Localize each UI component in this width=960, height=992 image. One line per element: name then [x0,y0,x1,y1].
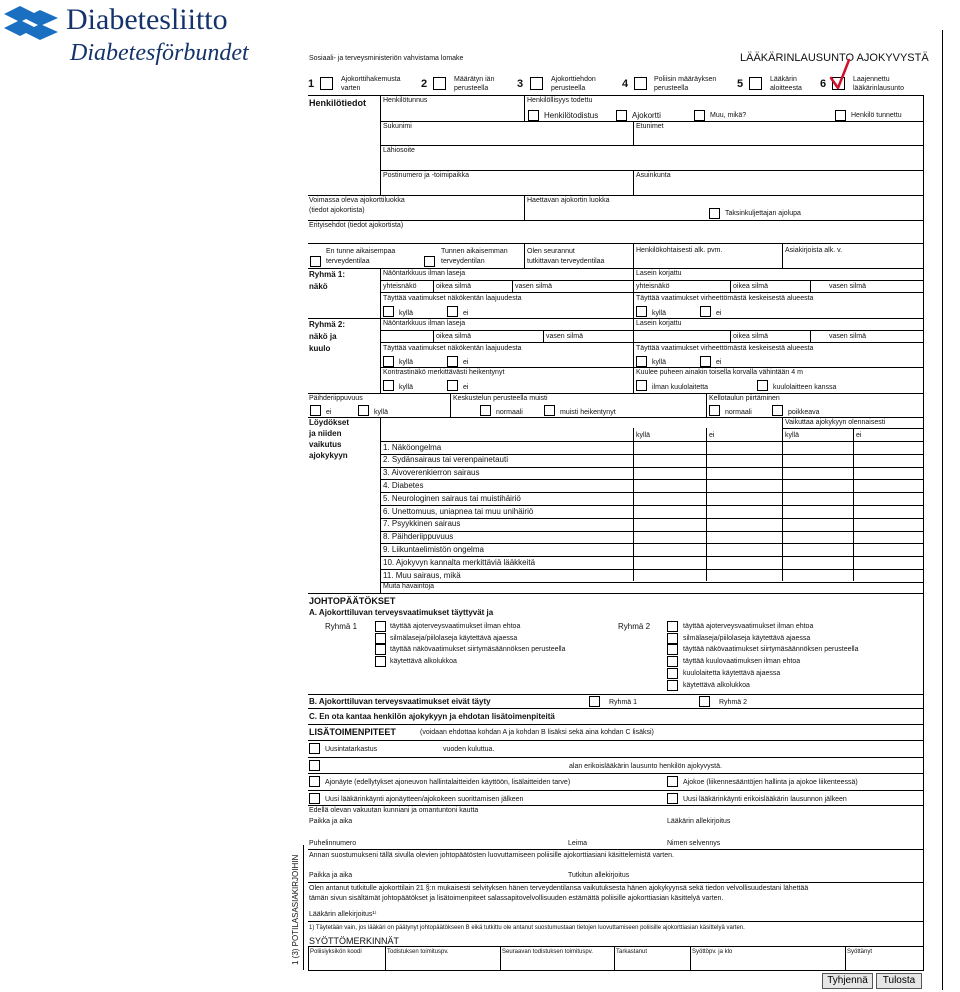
field-label: Näöntarkkuus ilman laseja [383,270,466,277]
footnote: 1) Täytetään vain, jos lääkäri on päätynyt johtopäätökseen B eikä tutkittu ole antanut suostumustaan tietojen luovuttamiseen poliisille ajokorttiasian käsittelyä varten. [309,925,745,931]
option-label: ei [463,384,469,391]
field-label: tämän sivun sisältämät johtopäätökset ja lisätoimenpiteet salassapitovelvollisuuden estämättä poliisille ajokorttiasian käsittelyä varten. [309,895,724,902]
purpose-label: perusteella [454,85,489,92]
purpose-number: 5 [737,78,744,90]
group-label: Ryhmä 2: [309,320,346,329]
section-conclusions: JOHTOPÄÄTÖKSET [309,596,396,606]
conclusion-option: käytettävä alkolukkoa [683,681,750,689]
b-group1-checkbox[interactable] [589,696,600,707]
purpose-label: Ajokorttiehdon [551,76,596,83]
known-person-checkbox[interactable] [835,110,846,121]
id-card-checkbox[interactable] [528,110,539,121]
purpose-5-checkbox[interactable] [749,77,762,90]
field-label: Täyttää vaatimukset virheettömästä keskeisestä alueesta [636,295,814,302]
field-label: oikea silmä [436,283,472,290]
field-note: (voidaan ehdottaa kohdan A ja kohdan B lisäksi sekä aina kohdan C lisäksi) [420,729,654,736]
findings-label: Löydökset [309,418,350,427]
field-label: En tunne aikaisempaa [326,248,396,255]
column-header: Tarkastanut [616,949,648,955]
conclusion-option: täyttää ajoterveysvaatimukset ilman ehtoa [683,623,814,630]
field-label: Olen antanut tutkitulle ajokorttilain 21 §:n mukaisesti selvityksen hänen terveydentilansa vaikutuksesta hänen ajokykyynsä sekä tiedon velvollisuudestani lähettää [309,885,809,892]
conclusion-checkbox[interactable] [667,656,678,667]
option-label: kuulolaitteen kanssa [773,384,837,391]
memory-impaired-checkbox[interactable] [544,405,555,416]
field-label: Näöntarkkuus ilman laseja [383,320,466,327]
conclusion-option: käytettävä alkolukkoa [390,658,457,666]
field-label: Kontrastinäkö merkittävästi heikentynyt [383,369,505,376]
g2-fields-no-checkbox[interactable] [447,356,458,367]
option-label: ei [716,359,722,366]
field-label: Leima [568,840,588,847]
g1-fields-no-checkbox[interactable] [447,306,458,317]
findings-label: ja niiden [309,429,342,438]
field-label: Henkilökohtaisesti alk. pvm. [636,247,723,254]
conclusion-option: silmälaseja/piilolaseja käytettävä ajaessa [683,634,811,642]
field-label: Kuulee puheen ainakin toisella korvalla vähintään 4 m [636,369,803,376]
column-header: Seuraavan todistuksen toimituspv. [502,949,593,955]
clock-deviant-checkbox[interactable] [772,405,783,416]
finding-item: 4. Diabetes [383,480,424,490]
ministry-note: Sosiaali- ja terveysministeriön vahvistama lomake [309,55,464,62]
field-label: Keskustelun perusteella muisti [453,395,548,402]
new-visit-checkbox[interactable] [309,793,320,804]
option-label: Ajokortti [632,111,661,120]
field-label: oikea silmä [436,333,472,340]
field-label: Henkilöllisyys todettu [527,97,593,104]
field-label: Asiakirjoista alk. v. [785,247,843,254]
conclusion-option: täyttää näkövaatimukset siirtymäsäännöksen perusteella [683,646,859,654]
clear-button[interactable]: Tyhjennä [822,973,873,989]
section-personal: Henkilötiedot [309,98,367,108]
option-label: kyllä [399,359,414,366]
field-label: Paikka ja aika [309,818,353,825]
option-label: ei [716,310,722,317]
known-history-checkbox[interactable] [424,256,435,267]
field-label: terveydentilan [441,258,485,265]
purpose-label: Laajennettu [853,76,890,83]
hearing-noaid-checkbox[interactable] [636,380,647,391]
option-label: kyllä [399,384,414,391]
g1-central-yes-checkbox[interactable] [636,306,647,317]
group-label: Ryhmä 2 [618,622,651,631]
option-label: kyllä [374,409,389,416]
purpose-3-checkbox[interactable] [530,77,543,90]
field-label: Postinumero ja -toimipaikka [383,172,469,179]
group-label: kuulo [309,344,331,353]
option-label: Ajokoe (liikennesääntöjen hallinta ja ajokoe liikenteessä) [683,779,858,786]
field-label: Täyttää vaatimukset näkökentän laajuudesta [383,345,522,352]
purpose-label: Ajokorttihakemusta [341,76,401,83]
option-label: Uusi lääkärinkäynti ajonäytteen/ajokokeen suorittamisen jälkeen [325,796,524,803]
hearing-aid-checkbox[interactable] [757,380,768,391]
group-label: Ryhmä 1: [309,270,346,279]
purpose-number: 1 [308,78,315,90]
conclusion-option: silmälaseja/piilolaseja käytettävä ajaessa [390,634,518,642]
purpose-2-checkbox[interactable] [433,77,446,90]
field-label: Täyttää vaatimukset näkökentän laajuudesta [383,295,522,302]
field-label: Nimen selvennys [667,840,721,847]
field-label: Etunimet [636,123,664,130]
b-group2-checkbox[interactable] [699,696,710,707]
option-label: ilman kuulolaitetta [652,384,709,391]
group-label: näkö [309,282,328,291]
purpose-1-checkbox[interactable] [320,77,333,90]
option-label: kyllä [652,359,667,366]
field-label: Paikka ja aika [309,872,353,879]
option-label: Ajonäyte (edellytykset ajoneuvon hallintalaitteiden käyttöön, lisälaitteiden tarve) [325,779,571,786]
column-header: Syöttöpv. ja klo [692,949,733,955]
field-label: Päihderiippuvuus [309,395,363,402]
field-label: (tiedot ajokortista) [309,207,365,214]
field-label: Voimassa oleva ajokorttiluokka [309,197,405,204]
field-label: vasen silmä [546,333,583,340]
field-label: oikea silmä [733,333,769,340]
purpose-label: lääkärinlausunto [853,85,904,92]
field-label: Edellä olevan vakuutan kunniani ja omantuntoni kautta [309,807,479,814]
g1-central-no-checkbox[interactable] [700,306,711,317]
finding-item: 6. Unettomuus, uniapnea tai muu unihäiriö [383,506,534,516]
group-label: Ryhmä 1 [325,622,358,631]
field-label: vasen silmä [515,283,552,290]
g2-central-no-checkbox[interactable] [700,356,711,367]
logo-subtitle: Diabetesförbundet [70,40,249,66]
finding-item: 1. Näköongelma [383,442,442,452]
driving-test-checkbox[interactable] [667,776,678,787]
conclusion-checkbox[interactable] [375,621,386,632]
purpose-number: 3 [517,78,524,90]
column-header: kyllä [636,432,651,439]
field-label: oikea silmä [733,283,769,290]
option-label: muisti heikentynyt [560,409,616,416]
conclusion-option: täyttää ajoterveysvaatimukset ilman ehtoa [390,623,521,630]
column-header: ei [709,432,715,439]
field-label: Kellotaulun piirtäminen [709,395,780,402]
purpose-label: perusteella [654,85,689,92]
specialist-checkbox[interactable] [309,760,320,771]
option-label: Uusi lääkärinkäynti erikoislääkärin lausunnon jälkeen [683,796,847,803]
taxi-checkbox[interactable] [709,208,720,219]
field-label: Asuinkunta [636,172,671,179]
group-label: Ryhmä 1 [609,699,638,706]
logo-title: Diabetesliitto [66,3,228,36]
purpose-label: Poliisin määräyksen [654,76,717,83]
field-label: Annan suostumukseni tällä sivulla olevien johtopäätösten luovuttamiseen poliisille ajokorttiasiani käsittelemistä varten. [309,852,674,859]
option-label: alan erikoislääkärin lausunto henkilön ajokyvystä. [569,763,722,770]
finding-item: 2. Sydänsairaus tai verenpainetauti [383,455,508,465]
option-label: Henkilö tunnettu [851,112,902,119]
check-mark-icon [828,58,852,92]
conclusion-option: kuulolaitetta käytettävä ajaessa [683,669,781,677]
conclusion-checkbox[interactable] [667,633,678,644]
purpose-number: 6 [820,78,827,90]
field-label: Puhelinnumero [309,840,357,847]
conclusion-checkbox[interactable] [667,644,678,655]
conclusion-checkbox[interactable] [375,644,386,655]
conclusion-checkbox[interactable] [667,668,678,679]
group-label: Ryhmä 2 [719,699,748,706]
field-label: Henkilötunnus [383,97,428,104]
column-header: ei [856,432,862,439]
clock-normal-checkbox[interactable] [709,405,720,416]
option-label: ei [463,310,469,317]
new-specialist-checkbox[interactable] [667,793,678,804]
finding-item: 7. Psyykkinen sairaus [383,519,461,529]
field-label: Sukunimi [383,123,412,130]
field-label: Lääkärin allekirjoitus [667,818,731,825]
form-title: LÄÄKÄRINLAUSUNTO AJOKYVYSTÄ [740,52,929,64]
g2-fields-yes-checkbox[interactable] [383,356,394,367]
purpose-label: Määrätyn iän [454,76,495,83]
field-label: Lääkärin allekirjoitus¹⁾ [309,911,377,918]
purpose-label: aloitteesta [770,85,802,92]
g2-central-yes-checkbox[interactable] [636,356,647,367]
section-further: LISÄTOIMENPITEET [309,727,396,737]
field-label: Lasein korjattu [636,270,682,277]
option-label: ei [463,359,469,366]
column-header: Todistuksen toimituspv. [387,949,449,955]
purpose-4-checkbox[interactable] [634,77,647,90]
option-label: normaali [725,409,752,416]
field-label: Täyttää vaatimukset virheettömästä keskeisestä alueesta [636,345,814,352]
logo-icon [2,4,60,44]
conclusion-b: B. Ajokorttiluvan terveysvaatimukset eivät täyty [309,697,491,706]
field-label: Tunnen aikaisemman [441,248,508,255]
option-label: vuoden kuluttua. [443,746,495,753]
column-header: Syöttänyt [847,949,873,955]
contrast-no-checkbox[interactable] [447,380,458,391]
print-button[interactable]: Tulosta [876,973,922,989]
conclusion-c: C. En ota kantaa henkilön ajokykyyn ja ehdotan lisätoimenpiteitä [309,712,555,721]
purpose-number: 2 [421,78,428,90]
finding-item: 3. Aivoverenkierron sairaus [383,468,480,478]
field-label: Muita havaintoja [383,583,434,590]
purpose-label: varten [341,85,361,92]
option-label: normaali [496,409,523,416]
option-label: poikkeava [788,409,820,416]
finding-item: 8. Päihderiippuvuus [383,532,454,542]
field-label: yhteisnäkö [383,283,417,290]
substance-no-checkbox[interactable] [310,405,321,416]
conclusion-checkbox[interactable] [667,680,678,691]
conclusion-option: täyttää kuulovaatimuksen ilman ehtoa [683,658,801,666]
purpose-label: perusteella [551,85,586,92]
option-label: ei [326,409,332,416]
group-label: näkö ja [309,332,337,341]
g1-fields-yes-checkbox[interactable] [383,306,394,317]
field-label: terveydentilaa [326,258,370,265]
memory-normal-checkbox[interactable] [480,405,491,416]
column-header: kyllä [785,432,800,439]
field-label: Haettavan ajokortin luokka [527,197,610,204]
driving-sample-checkbox[interactable] [309,776,320,787]
finding-item: 10. Ajokyvyn kannalta merkittäviä lääkkeitä [383,557,536,567]
findings-label: vaikutus [309,440,342,449]
field-label: Erityisehdot (tiedot ajokortista) [309,222,404,229]
option-label: Uusintatarkastus [325,746,378,753]
other-id-checkbox[interactable] [694,110,705,121]
conclusion-checkbox[interactable] [375,656,386,667]
option-label: kyllä [652,310,667,317]
field-label: vasen silmä [829,283,866,290]
finding-item: 5. Neurologinen sairaus tai muistihäiriö [383,493,521,503]
option-label: kyllä [399,310,414,317]
field-label: Vaikuttaa ajokykyyn olennaisesti [785,419,886,426]
field-label: Lähiosoite [383,147,415,154]
recheck-checkbox[interactable] [309,743,320,754]
contrast-yes-checkbox[interactable] [383,380,394,391]
field-label: Taksinkuljettajan ajolupa [725,210,801,217]
field-label: vasen silmä [829,333,866,340]
purpose-number: 4 [622,78,629,90]
conclusion-a: A. Ajokorttiluvan terveysvaatimukset täyttyvät ja [309,608,494,617]
field-label: tutkittavan terveydentilaa [527,258,605,265]
field-label: Lasein korjattu [636,320,682,327]
section-entry: SYÖTTÖMERKINNÄT [309,936,400,946]
finding-item: 9. Liikuntaelimistön ongelma [383,544,484,554]
licence-id-checkbox[interactable] [616,110,627,121]
findings-label: ajokykyyn [309,451,348,460]
purpose-label: Lääkärin [770,76,797,83]
option-label: Henkilötodistus [544,111,599,120]
finding-item: 11. Muu sairaus, mikä [383,570,461,580]
conclusion-checkbox[interactable] [375,633,386,644]
field-label: Olen seurannut [527,248,575,255]
column-header: Poliisiyksikön koodi [310,949,362,955]
conclusion-option: täyttää näkövaatimukset siirtymäsäännöksen perusteella [390,646,566,654]
option-label: Muu, mikä? [710,112,747,119]
field-label: Tutkitun allekirjoitus [568,872,630,879]
unknown-history-checkbox[interactable] [310,256,321,267]
side-label: 1 (3) POTILASASIAKIRJOIHIN [291,854,300,965]
field-label: yhteisnäkö [636,283,670,290]
conclusion-checkbox[interactable] [667,621,678,632]
substance-yes-checkbox[interactable] [358,405,369,416]
